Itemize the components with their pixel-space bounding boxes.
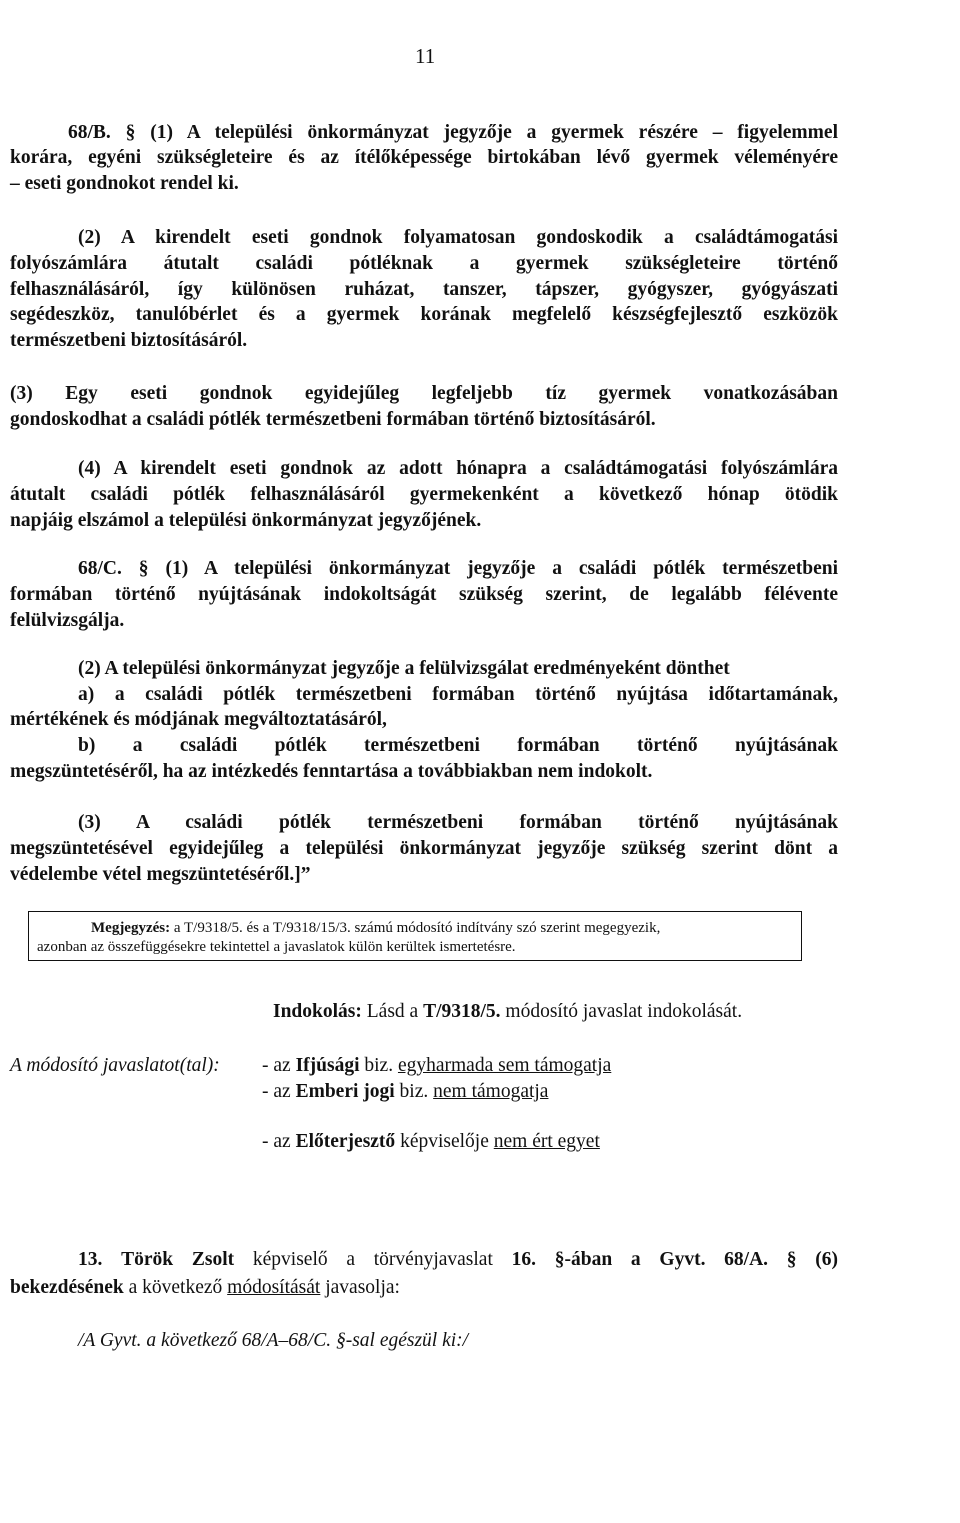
- reasoning-line: [273, 1001, 742, 1023]
- paragraph-68c-2-cont: [10, 707, 838, 733]
- text-line: segédeszköz, tanulóbérlet és a gyermek korának megfelelő készségfejlesztő eszközök: [10, 304, 838, 325]
- note-line: azonban az összefüggésekre tekintettel a javaslatok külön kerültek ismertetésre.: [37, 939, 516, 955]
- text-line: 68/C. § (1) A települési önkormányzat jegyzője a családi pótlék természetbeni: [78, 558, 838, 579]
- proposers-label: A módosító javaslatot(tal):: [10, 1055, 220, 1076]
- item-13-cont: [10, 1277, 400, 1299]
- paragraph-68c-2: [78, 656, 838, 707]
- proposer-prefix: - az: [262, 1055, 296, 1076]
- text-line: megszüntetésével egyidejűleg a települési önkormányzat jegyzője szükség szerint dönt a: [10, 838, 838, 859]
- text-line: 68/B. § (1) A települési önkormányzat jegyzője a gyermek részére – figyelemmel: [68, 122, 838, 143]
- proposer-prefix: - az: [262, 1131, 296, 1152]
- paragraph-68c-3-cont: [10, 836, 838, 887]
- note-box: [28, 911, 802, 961]
- committee-name: Emberi jogi: [295, 1081, 395, 1102]
- proposer-item: [262, 1131, 600, 1153]
- paragraph-68b-4-cont: [10, 482, 838, 533]
- verdict: egyharmada sem támogatja: [397, 1055, 612, 1076]
- text-line: folyószámlára átutalt családi pótléknak a gyermek szükségleteire történő: [10, 253, 838, 274]
- committee-name: Előterjesztő: [295, 1131, 396, 1152]
- text-line: (4) A kirendelt eseti gondnok az adott hónapra a családtámogatási folyószámlára: [78, 458, 838, 479]
- paragraph-68c-2-b-cont: [10, 759, 838, 785]
- text-line: felhasználásáról, így különösen ruházat, tanszer, tápszer, gyógyszer, gyógyászati: [10, 278, 838, 300]
- text-line: (3) Egy eseti gondnok egyidejűleg legfeljebb tíz gyermek vonatkozásában: [10, 383, 838, 404]
- paragraph-68b-3: [10, 381, 838, 432]
- reasoning-label: Indokolás:: [273, 1001, 362, 1022]
- paragraph-68c-1-cont: [10, 582, 838, 633]
- text-line: [78, 1247, 838, 1273]
- note-line: [91, 920, 660, 937]
- text-line: napjáig elszámol a települési önkormányzat jegyzőjének.: [10, 509, 482, 531]
- item-bold: bekezdésének: [10, 1277, 124, 1298]
- paragraph-68b-2: [78, 225, 838, 251]
- paragraph-68b-4: [78, 456, 838, 482]
- paragraph-68c-3: [78, 810, 838, 836]
- proposer-mid: képviselője: [395, 1131, 494, 1152]
- text-line: formában történő nyújtásának indokoltságát szükség szerint, de legalább félévente: [10, 584, 838, 605]
- text-line: védelembe vétel megszüntetéséről.]”: [10, 863, 311, 885]
- paragraph-68b-1-cont: [10, 145, 838, 196]
- reasoning-ref: T/9318/5.: [423, 1001, 501, 1022]
- representative-name: Török Zsolt: [121, 1249, 235, 1270]
- text-line: (2) A kirendelt eseti gondnok folyamatosan gondoskodik a családtámogatási: [78, 227, 838, 248]
- text-line: b) a családi pótlék természetbeni formában történő nyújtásának: [78, 735, 838, 756]
- proposer-item: [262, 1055, 611, 1077]
- item-text: képviselő a törvényjavaslat: [234, 1249, 512, 1270]
- text-line: (3) A családi pótlék természetbeni formában történő nyújtásának: [78, 812, 838, 833]
- proposer-mid: biz.: [359, 1055, 398, 1076]
- proposer-prefix: - az: [262, 1081, 296, 1102]
- reasoning-text: Lásd a: [361, 1001, 424, 1022]
- item-number: 13.: [78, 1249, 103, 1270]
- paragraph-68c-1: [78, 556, 838, 582]
- text-line: megszüntetéséről, ha az intézkedés fenntartása a továbbiakban nem indokolt.: [10, 761, 653, 782]
- item-text: javasolja:: [320, 1277, 400, 1298]
- item-13: [78, 1247, 838, 1273]
- amendment-instruction: /A Gyvt. a következő 68/A–68/C. §-sal egészül ki:/: [78, 1330, 469, 1351]
- text-line: mértékének és módjának megváltoztatásáról,: [10, 709, 387, 730]
- text-line: átutalt családi pótlék felhasználásáról gyermekenként a következő hónap ötödik: [10, 484, 838, 505]
- paragraph-68b-2-cont: [10, 251, 838, 353]
- committee-name: Ifjúsági: [295, 1055, 360, 1076]
- note-label: Megjegyzés:: [91, 920, 171, 936]
- text-line: természetbeni biztosításáról.: [10, 329, 248, 351]
- text-line: (2) A települési önkormányzat jegyzője a felülvizsgálat eredményeként dönthet: [78, 658, 730, 679]
- text-line: – eseti gondnokot rendel ki.: [10, 172, 239, 194]
- item-text: a következő: [123, 1277, 228, 1298]
- paragraph-68b-1: [68, 120, 838, 146]
- note-text: a T/9318/5. és a T/9318/15/3. számú módosító indítvány szó szerint megegyezik,: [170, 920, 661, 936]
- text-line: gondoskodhat a családi pótlék természetbeni formában történő biztosításáról.: [10, 408, 656, 430]
- item-ref: 16. §-ában a Gyvt. 68/A. § (6): [511, 1249, 839, 1270]
- proposer-item: [262, 1081, 548, 1103]
- page-number: 11: [415, 44, 436, 68]
- text-line: korára, egyéni szükségleteire és az ítélőképessége birtokában lévő gyermek véleményére: [10, 147, 838, 168]
- verdict: nem támogatja: [433, 1081, 549, 1102]
- reasoning-text: módosító javaslat indokolását.: [500, 1001, 743, 1022]
- verdict: nem ért egyet: [493, 1131, 600, 1152]
- item-underlined: módosítását: [227, 1277, 321, 1298]
- proposer-mid: biz.: [394, 1081, 434, 1102]
- text-line: felülvizsgálja.: [10, 609, 125, 631]
- text-line: a) a családi pótlék természetbeni formában történő nyújtása időtartamának,: [78, 683, 838, 705]
- paragraph-68c-2-b: [78, 733, 838, 759]
